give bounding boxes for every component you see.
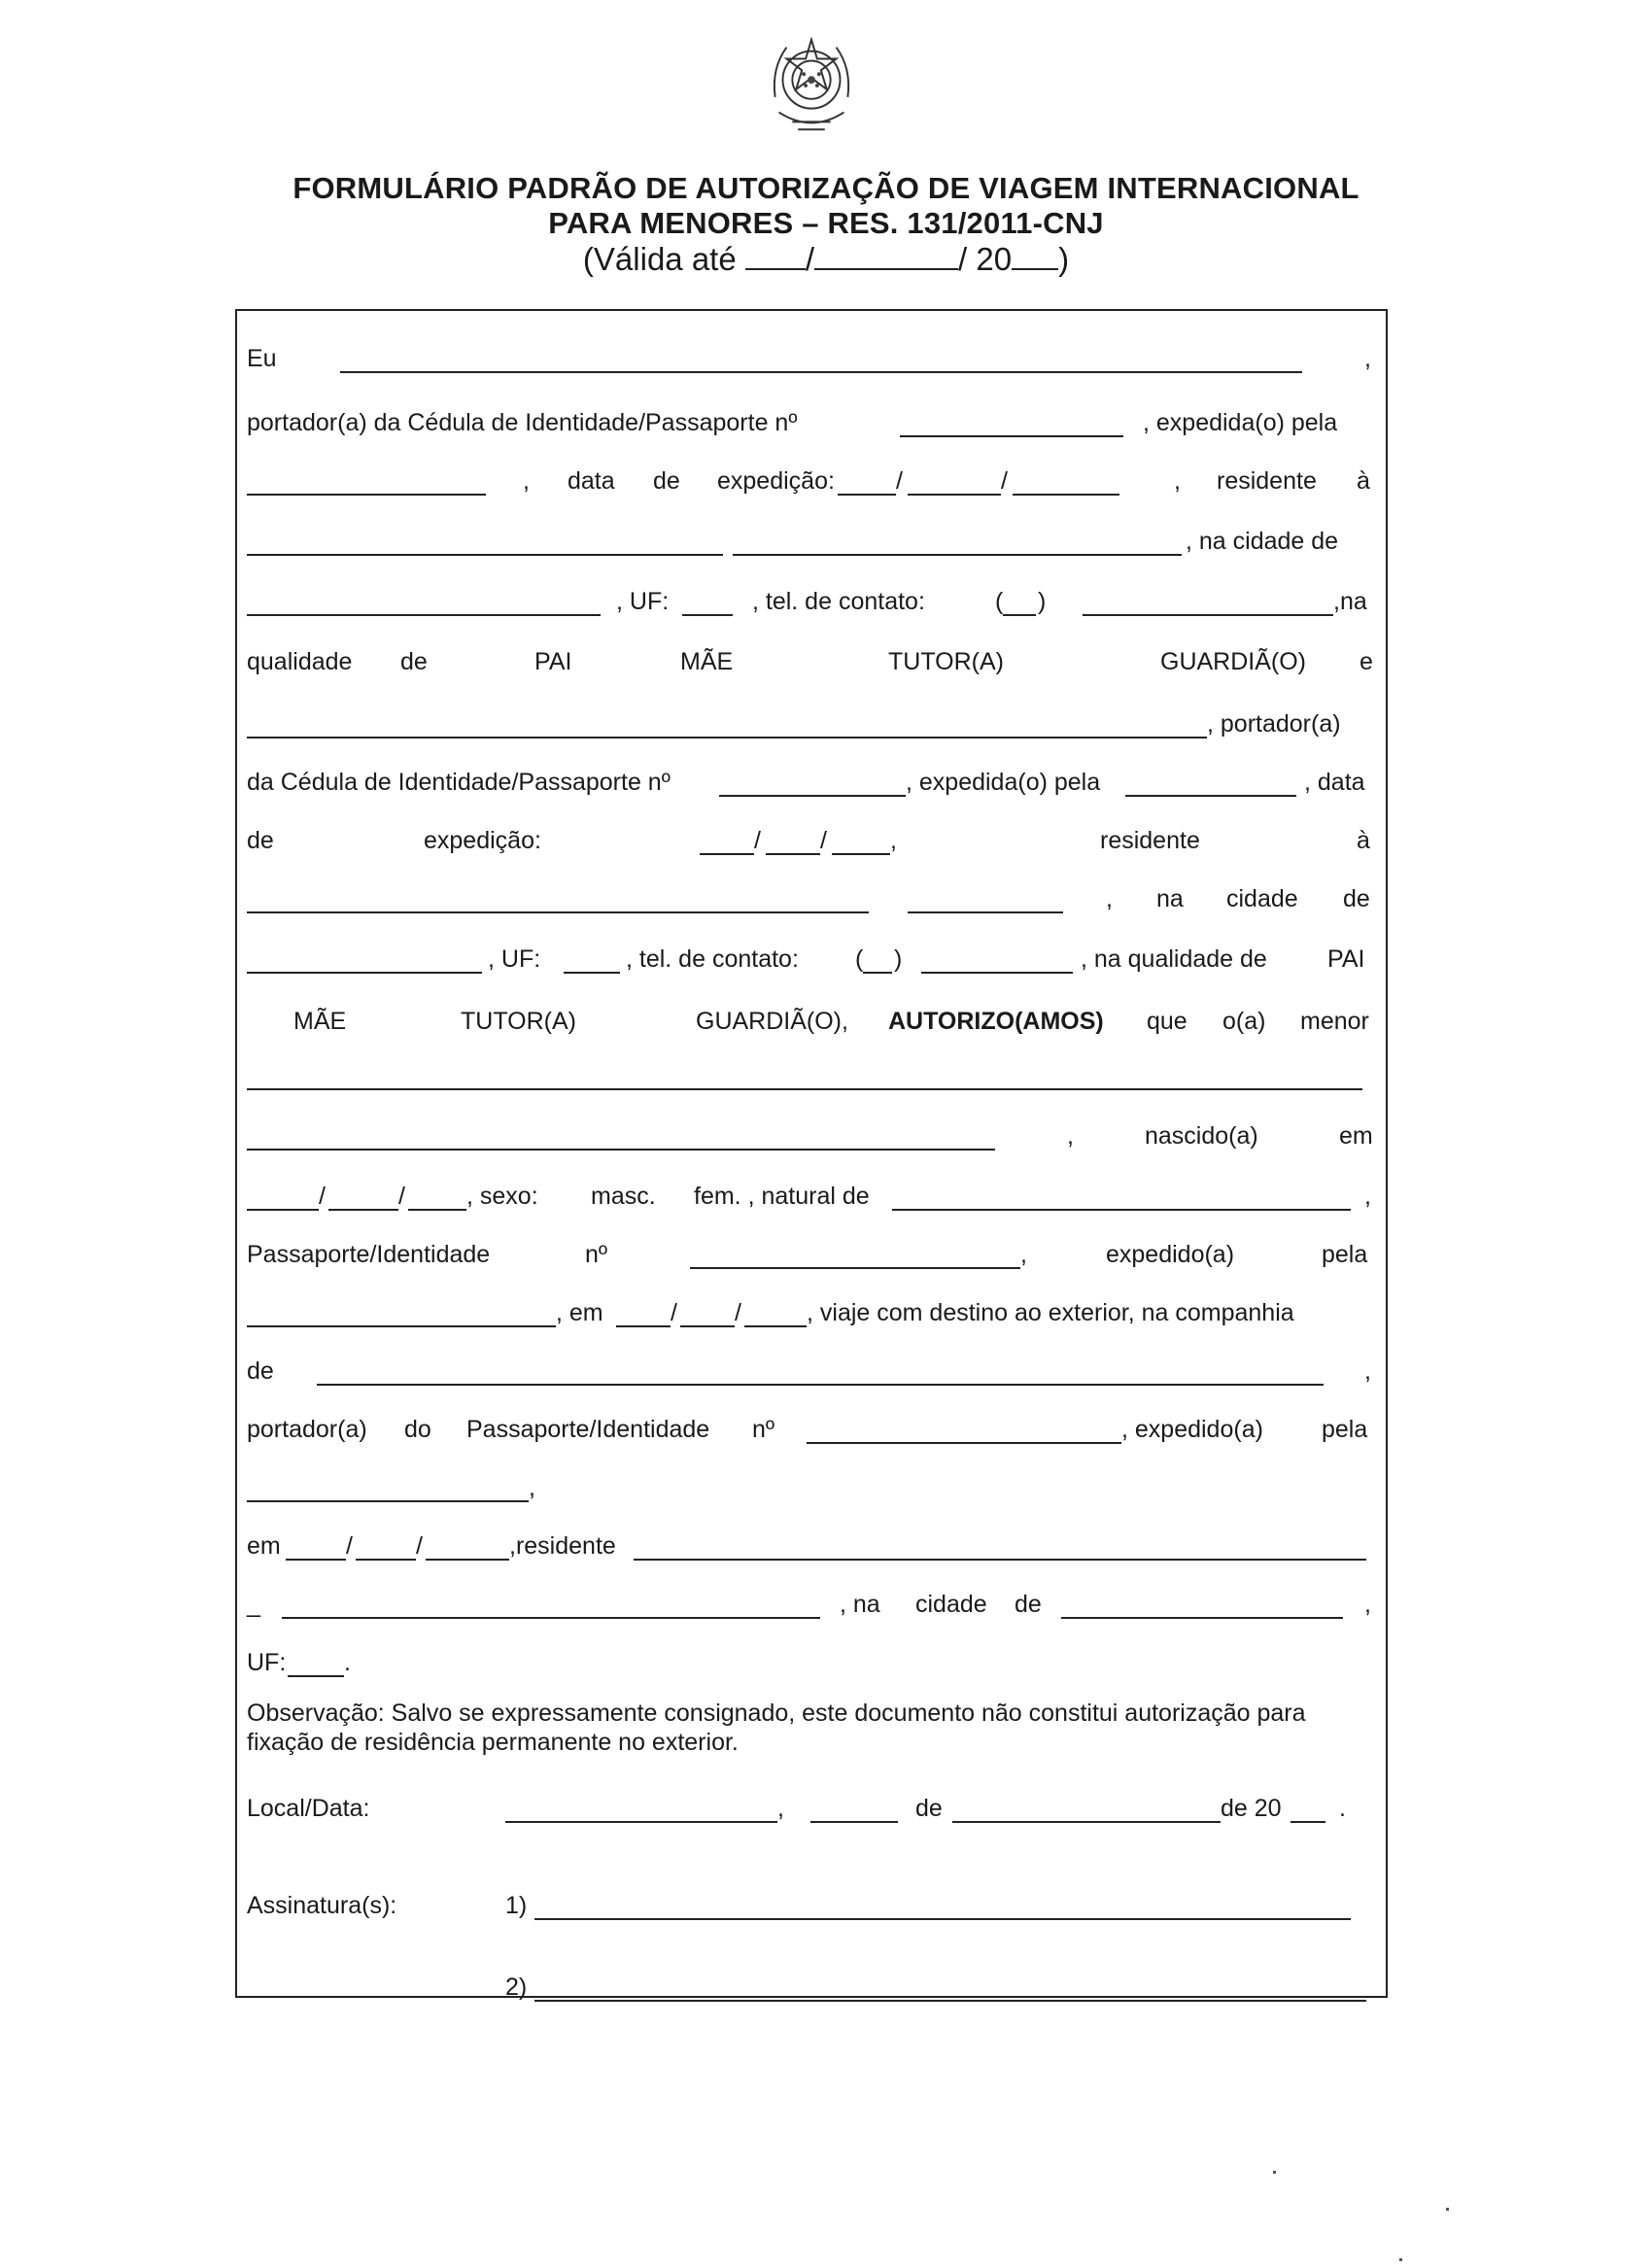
label-passaporte: Passaporte/Identidade <box>247 1241 491 1268</box>
label-de-20: de 20 <box>1221 1795 1282 1822</box>
label-de: de <box>247 827 274 854</box>
area-code-field-1[interactable] <box>1003 614 1036 616</box>
option-tutor-1[interactable]: TUTOR(A) <box>888 648 1004 675</box>
paren-close: ) <box>894 945 903 973</box>
slash: / <box>820 827 827 854</box>
period: . <box>344 1649 351 1676</box>
address-field-1b[interactable] <box>733 554 1182 556</box>
label-nascido: nascido(a) <box>1145 1122 1258 1150</box>
label-residente: residente <box>1217 467 1317 495</box>
label-residente: residente <box>1100 827 1200 854</box>
dash: _ <box>247 1591 260 1618</box>
label-o-a: o(a) <box>1222 1008 1266 1035</box>
minor-issue-year-field[interactable] <box>744 1325 807 1327</box>
label-do: do <box>404 1416 431 1443</box>
expedition-year-field-1[interactable] <box>1013 494 1119 496</box>
row-address-2 <box>247 875 1374 913</box>
document-number-field-1[interactable] <box>900 435 1123 437</box>
birth-year-field[interactable] <box>408 1209 466 1211</box>
phone-field-2[interactable] <box>921 972 1073 974</box>
option-fem-natural-de[interactable]: fem. , natural de <box>694 1183 870 1210</box>
signature-field-2[interactable] <box>534 2000 1366 2002</box>
option-pai-1[interactable]: PAI <box>534 648 572 675</box>
companion-issue-year-field[interactable] <box>426 1559 509 1561</box>
label-tel: , tel. de contato: <box>752 588 925 615</box>
label-na: , na <box>840 1591 880 1618</box>
label-data: data <box>568 467 615 495</box>
comma: , <box>1106 885 1113 912</box>
row-signature-1 <box>247 1881 1374 1920</box>
label-de: de <box>915 1795 943 1822</box>
label-portador: portador(a) <box>247 1416 367 1443</box>
label-assinaturas: Assinatura(s): <box>247 1892 397 1919</box>
issuer-field-2[interactable] <box>1125 795 1296 797</box>
option-mae-2[interactable]: MÃE <box>293 1008 347 1035</box>
companion-address-field-b[interactable] <box>282 1617 820 1619</box>
brazil-coat-of-arms-icon <box>754 29 869 146</box>
companion-issuer-field[interactable] <box>247 1500 529 1502</box>
label-portador-cedula: portador(a) da Cédula de Identidade/Passaporte nº <box>247 409 798 436</box>
row-minor-birth <box>247 1112 1374 1151</box>
scan-speck <box>1446 2208 1449 2211</box>
label-de: de <box>1015 1591 1042 1618</box>
period: . <box>1339 1795 1346 1822</box>
row-quality-2 <box>247 997 1374 1036</box>
option-guardia-2[interactable]: GUARDIÃ(O), <box>696 1008 848 1035</box>
label-sig2: 2) <box>505 1974 528 2001</box>
paren-open: ( <box>855 945 864 973</box>
option-masc[interactable]: masc. <box>591 1183 656 1210</box>
row-companion-uf <box>247 1638 1374 1677</box>
city-field-2[interactable] <box>247 972 482 974</box>
row-expedition-2 <box>247 816 1374 855</box>
label-pela: pela <box>1322 1416 1368 1443</box>
label-residente: ,residente <box>509 1532 616 1560</box>
companion-document-field[interactable] <box>807 1442 1121 1444</box>
row-name-2 <box>247 700 1374 738</box>
label-expedida-pela: , expedida(o) pela <box>1143 409 1338 436</box>
row-companion <box>247 1347 1374 1386</box>
label-qualidade: qualidade <box>247 648 353 675</box>
label-local-data: Local/Data: <box>247 1795 370 1822</box>
comma: , <box>1020 1241 1027 1268</box>
slash: / <box>1001 467 1008 495</box>
row-companion-residence <box>247 1522 1374 1561</box>
label-no: nº <box>585 1241 608 1268</box>
date-year-field[interactable] <box>1291 1821 1325 1823</box>
validity-month-field[interactable] <box>814 268 958 270</box>
companion-city-field[interactable] <box>1061 1617 1343 1619</box>
companion-address-field-a[interactable] <box>634 1559 1366 1561</box>
slash: / <box>319 1183 326 1210</box>
local-field[interactable] <box>505 1821 777 1823</box>
label-na-cidade-de: , na cidade de <box>1186 528 1339 555</box>
companion-issue-day-field[interactable] <box>286 1559 346 1561</box>
label-na: ,na <box>1333 588 1367 615</box>
expedition-day-field-1[interactable] <box>838 494 896 496</box>
row-uf-tel-2 <box>247 935 1374 974</box>
area-code-field-2[interactable] <box>863 972 892 974</box>
label-na-qualidade-de: , na qualidade de <box>1081 945 1267 973</box>
label-expedido: expedido(a) <box>1106 1241 1235 1268</box>
uf-field-1[interactable] <box>682 614 733 616</box>
row-companion-issuer <box>247 1463 1374 1502</box>
name-field-2[interactable] <box>247 737 1207 738</box>
comma: , <box>1067 1122 1074 1150</box>
birthplace-field[interactable] <box>892 1209 1351 1211</box>
label-que: que <box>1147 1008 1187 1035</box>
comma: , <box>1174 467 1181 495</box>
companion-issue-month-field[interactable] <box>356 1559 416 1561</box>
option-pai-2[interactable]: PAI <box>1327 945 1365 973</box>
comma: , <box>1364 1591 1371 1618</box>
comma: , <box>1364 1357 1371 1385</box>
paren-open: ( <box>995 588 1004 615</box>
scan-speck <box>1399 2258 1402 2261</box>
row-uf-tel-1 <box>247 577 1374 616</box>
option-mae-1[interactable]: MÃE <box>680 648 734 675</box>
label-uf: , UF: <box>488 945 541 973</box>
uf-field-2[interactable] <box>564 972 620 974</box>
label-eu: Eu <box>247 345 277 372</box>
label-passaporte: Passaporte/Identidade <box>466 1416 710 1443</box>
minor-issuer-field[interactable] <box>247 1325 556 1327</box>
row-minor-name <box>247 1051 1374 1090</box>
minor-document-field[interactable] <box>690 1267 1020 1269</box>
comma: , <box>777 1795 784 1822</box>
form-title-line2: PARA MENORES – RES. 131/2011-CNJ <box>548 206 1104 240</box>
slash: / <box>346 1532 353 1560</box>
validity-prefix: (Válida até <box>582 241 737 277</box>
validity-year-field[interactable] <box>1012 268 1058 270</box>
expedition-year-field-2[interactable] <box>832 853 890 855</box>
label-sig1: 1) <box>505 1892 528 1919</box>
label-em: em <box>247 1532 281 1560</box>
address-field-2a[interactable] <box>247 911 869 913</box>
slash: / <box>671 1299 677 1326</box>
document-number-field-2[interactable] <box>719 795 906 797</box>
date-month-field[interactable] <box>952 1821 1221 1823</box>
row-address-1 <box>247 517 1374 556</box>
validity-day-field[interactable] <box>745 268 806 270</box>
label-tel: , tel. de contato: <box>626 945 799 973</box>
label-de: de <box>247 1357 274 1385</box>
label-portador: , portador(a) <box>1207 710 1341 738</box>
row-passport-minor <box>247 1230 1374 1269</box>
row-companion-city <box>247 1580 1374 1619</box>
label-cidade: cidade <box>1226 885 1298 912</box>
expedition-day-field-2[interactable] <box>700 853 754 855</box>
row-quality-1 <box>247 637 1374 676</box>
label-expedida-pela: , expedida(o) pela <box>906 769 1101 796</box>
expedition-month-field-1[interactable] <box>908 494 1001 496</box>
label-sexo: , sexo: <box>466 1183 538 1210</box>
row-travel <box>247 1288 1374 1327</box>
label-data: , data <box>1304 769 1365 796</box>
name-field-1[interactable] <box>340 371 1302 373</box>
label-expedido: , expedido(a) <box>1121 1416 1263 1443</box>
address-field-2b[interactable] <box>908 911 1063 913</box>
label-no: nº <box>752 1416 775 1443</box>
observation-note: Observação: Salvo se expressamente consignado, este documento não constitui autorização para fixação de residência permanente no exterior. <box>247 1700 1306 1756</box>
label-autorizo: AUTORIZO(AMOS) <box>888 1008 1104 1035</box>
label-em: em <box>1339 1122 1373 1150</box>
comma: , <box>529 1474 535 1501</box>
paren-close: ) <box>1038 588 1047 615</box>
comma: , <box>1364 1183 1371 1210</box>
slash: / <box>398 1183 405 1210</box>
comma: , <box>1364 345 1371 372</box>
form-title-line1: FORMULÁRIO PADRÃO DE AUTORIZAÇÃO DE VIAGEM INTERNACIONAL <box>293 171 1359 205</box>
date-day-field[interactable] <box>810 1821 898 1823</box>
row-signature-2 <box>247 1963 1374 2002</box>
address-field-1a[interactable] <box>247 554 723 556</box>
label-em: , em <box>556 1299 603 1326</box>
companion-uf-field[interactable] <box>288 1675 344 1677</box>
slash: / <box>416 1532 423 1560</box>
row-local-data <box>247 1784 1374 1823</box>
row-expedition-1 <box>247 457 1374 496</box>
label-na: na <box>1156 885 1184 912</box>
companion-name-field[interactable] <box>317 1384 1324 1386</box>
slash: / <box>735 1299 741 1326</box>
birth-month-field[interactable] <box>328 1209 398 1211</box>
row-birthdate-sex <box>247 1172 1374 1211</box>
label-a: à <box>1357 467 1370 495</box>
label-menor: menor <box>1300 1008 1369 1035</box>
label-de: de <box>400 648 428 675</box>
city-field-1[interactable] <box>247 614 601 616</box>
signature-field-1[interactable] <box>534 1918 1351 1920</box>
validity-sep: / <box>805 241 815 277</box>
minor-name-field-a[interactable] <box>247 1088 1362 1090</box>
minor-issue-month-field[interactable] <box>680 1325 735 1327</box>
comma: , <box>890 827 897 854</box>
label-de: de <box>1343 885 1370 912</box>
row-eu <box>247 334 1374 373</box>
label-cidade: cidade <box>915 1591 987 1618</box>
option-guardia-1[interactable]: GUARDIÃ(O) <box>1160 648 1306 675</box>
validity-line <box>0 241 1652 278</box>
scan-speck <box>1273 2171 1276 2174</box>
slash: / <box>754 827 761 854</box>
validity-suffix: ) <box>1058 241 1070 277</box>
label-expedicao: expedição: <box>424 827 541 854</box>
label-a: à <box>1357 827 1370 854</box>
minor-issue-day-field[interactable] <box>616 1325 671 1327</box>
label-da-cedula: da Cédula de Identidade/Passaporte nº <box>247 769 671 796</box>
row-identity-1 <box>247 398 1374 437</box>
label-viaje: , viaje com destino ao exterior, na companhia <box>807 1299 1294 1326</box>
issuer-field-1[interactable] <box>247 494 486 496</box>
slash: / <box>896 467 903 495</box>
label-expedicao: expedição: <box>717 467 835 495</box>
label-e: e <box>1359 648 1373 675</box>
row-companion-passport <box>247 1405 1374 1444</box>
expedition-month-field-2[interactable] <box>766 853 820 855</box>
minor-name-field-b[interactable] <box>247 1149 995 1151</box>
label-de: de <box>653 467 680 495</box>
comma: , <box>523 467 530 495</box>
phone-field-1[interactable] <box>1083 614 1333 616</box>
birth-day-field[interactable] <box>247 1209 319 1211</box>
validity-year-prefix: / 20 <box>958 241 1013 277</box>
option-tutor-2[interactable]: TUTOR(A) <box>461 1008 576 1035</box>
label-uf: , UF: <box>616 588 670 615</box>
label-uf: UF: <box>247 1649 287 1676</box>
row-identity-2 <box>247 758 1374 797</box>
label-pela: pela <box>1322 1241 1368 1268</box>
